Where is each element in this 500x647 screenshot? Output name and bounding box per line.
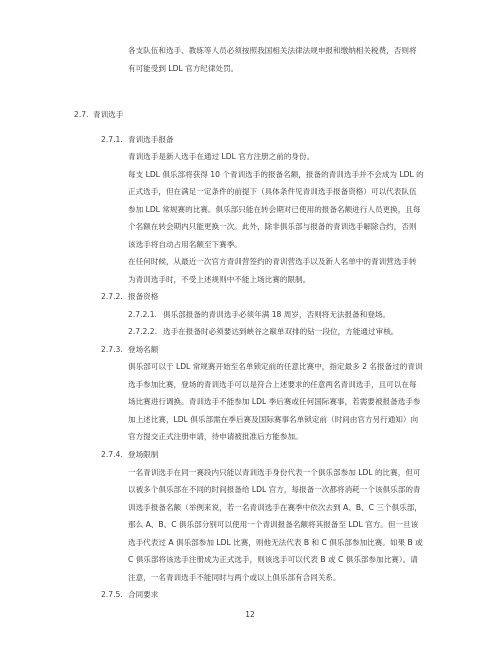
paragraph-line: 为青训选手时，不受上述规则中不能上场比赛的限制。 [128,275,311,284]
subsection-title: 青训选手报备 [128,135,174,144]
paragraph-line: 个名额在转会期内只能更换一次。此外，除非俱乐部与报备的青训选手解除合约，否则 [128,222,417,231]
intro-line: 各支队伍和选手、教练等人员必须按照我国相关法律法规申报和缴纳相关税费，否则将 [128,46,417,55]
paragraph-line: 训选手报备名额（举例来说，若一名青训选手在赛季中依次去到 A、B、C 三个俱乐部， [128,503,422,512]
intro-line: 有可能受到 LDL 官方纪律处罚。 [128,64,239,73]
subsection-number: 2.7.1. [101,135,123,144]
paragraph-line: 参加 LDL 常规赛的比赛。俱乐部只能在转会期对已使用的报备名额进行人员更换，且每 [128,205,421,214]
section-number: 2.7. [74,110,89,119]
subsection-number: 2.7.4. [101,450,123,459]
item-number: 2.7.2.2. [128,327,157,336]
subsection-title: 登场名额 [128,345,159,354]
paragraph-line: 俱乐部可以于 LDL 常规赛开始至名单锁定前的任意比赛中，指定最多 2 名报备过的青训 [128,362,423,371]
paragraph-line: 正式选手，但在满足一定条件的前提下（具体条件见青训选手报备资格）可以代表队伍 [128,187,417,196]
paragraph-line: C 俱乐部将该选手注册成为正式选手，则该选手可以代表 B 或 C 俱乐部参加比赛）。请 [128,555,418,564]
paragraph-line: 在任何时候，从最近一次官方青训营签约的青训营选手以及新人名单中的青训营选手转 [128,257,417,266]
page-number: 12 [245,610,255,619]
section-title: 青训选手 [93,110,124,119]
subsection-number: 2.7.3. [101,345,123,354]
paragraph-line: 官方提交正式注册申请，待申请被批准后方能参加。 [128,432,303,441]
paragraph-line: 场比赛进行调换。青训选手不能参加 LDL 季后赛或任何国际赛事，若需要被报备选手参 [128,397,421,406]
item-number: 2.7.2.1. [128,310,157,319]
paragraph-line: 以被多个俱乐部在不同的时间报备给 LDL 官方，每报备一次都将消耗一个该俱乐部的青 [128,485,421,494]
paragraph-line: 一名青训选手在同一赛段内只能以青训选手身份代表一个俱乐部参加 LDL 的比赛，但可 [128,468,421,477]
item-text: 俱乐部报备的青训选手必须年满 18 周岁，否则将无法报备和登场。 [163,310,391,319]
paragraph-line: 每支 LDL 俱乐部将获得 10 个青训选手的报备名额，报备的青训选手并不会成为 LDL 的 [128,170,424,179]
item-text: 选手在报备时必须要达到峡谷之巅单双排的钻一段位，方能通过审核。 [163,327,399,336]
paragraph-line: 该选手将自动占用名额至下赛季。 [128,240,242,249]
subsection-number: 2.7.2. [101,292,123,301]
paragraph-line: 选手代表过 A 俱乐部参加 LDL 比赛，则他无法代表 B 和 C 俱乐部参加比赛。如果 B 或 [128,538,423,547]
paragraph-line: 加上述比赛，LDL 俱乐部需在季后赛及国际赛事名单锁定前（时间由官方另行通知）向 [128,415,419,424]
paragraph-line: 注意，一名青训选手不能同时与两个或以上俱乐部有合同关系。 [128,573,341,582]
paragraph-line: 那么 A、B、C 俱乐部分别可以使用一个青训报备名额将其报备至 LDL 官方。但一旦该 [128,520,419,529]
paragraph-line: 青训选手是新人选手在通过 LDL 官方注册之前的身份。 [128,152,315,161]
subsection-number: 2.7.5. [101,590,123,599]
subsection-title: 报备资格 [128,292,159,301]
subsection-title: 合同要求 [128,590,159,599]
paragraph-line: 选手参加比赛，登场的青训选手可以是符合上述要求的任意两名青训选手，且可以在每 [128,380,417,389]
subsection-title: 登场限制 [128,450,159,459]
